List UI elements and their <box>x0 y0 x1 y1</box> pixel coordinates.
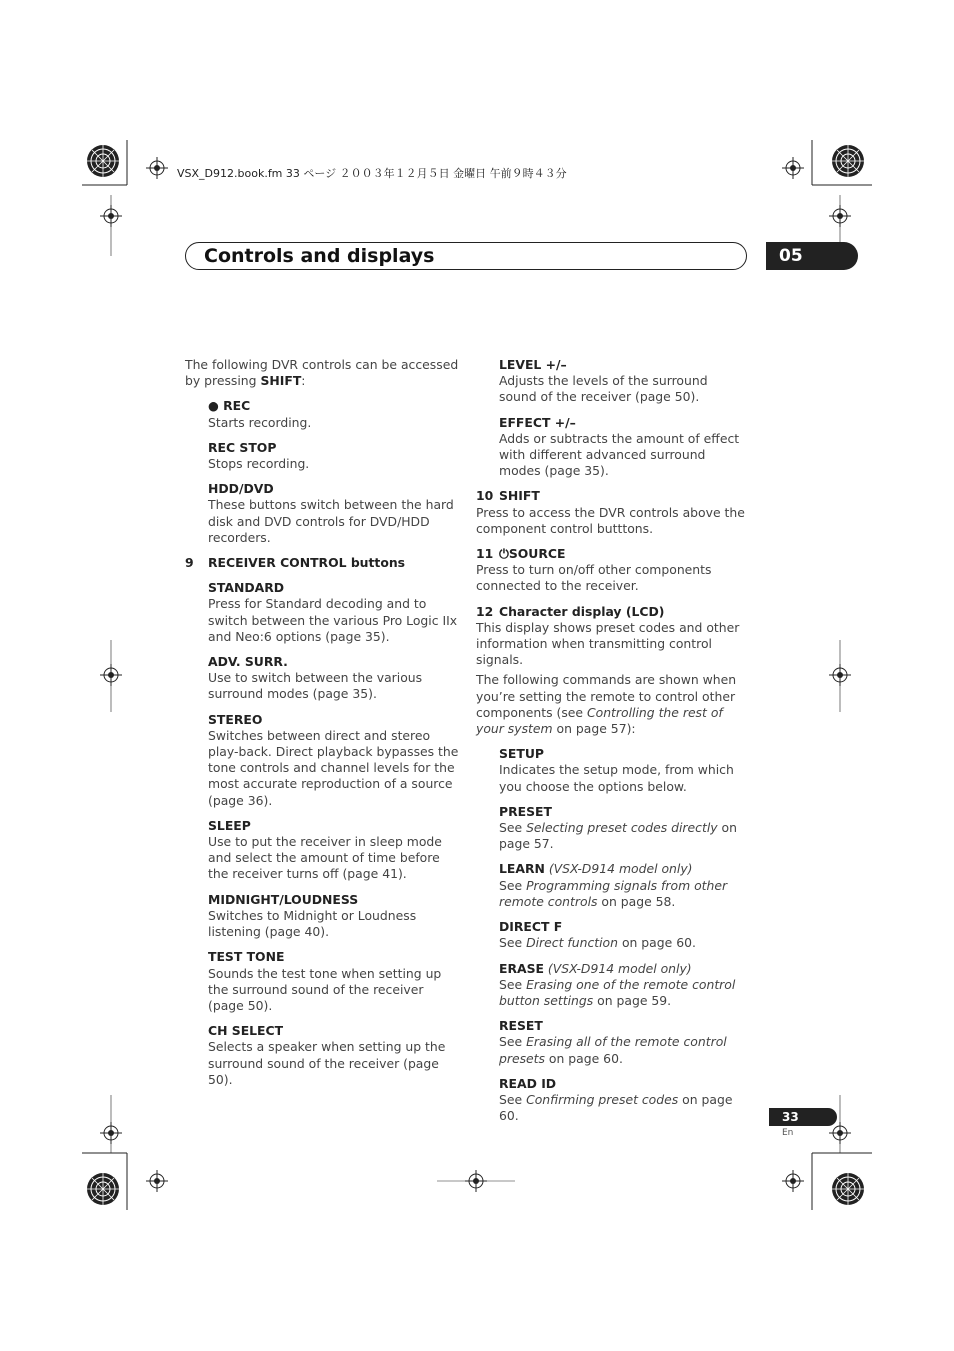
effect-entry: EFFECT +/– Adds or subtracts the amount of effect with different advanced surround modes (page 35). <box>499 414 740 479</box>
level-entry: LEVEL +/– Adjusts the levels of the surround sound of the receiver (page 50). <box>499 357 708 405</box>
standard-entry: STANDARD Press for Standard decoding and to switch between the various Pro Logic IIx and Neo:6 options (page 35). <box>208 580 458 644</box>
read-id-entry: READ ID See Confirming preset codes on page 60. <box>499 1075 733 1124</box>
file-header: VSX_D912.book.fm 33 ページ ２００３年１２月５日 金曜日 午前９時４３分 <box>177 167 567 180</box>
stereo-entry: STEREO Switches between direct and stereo play-back. Direct playback bypasses the tone controls and channel levels for the most accurate reproduction of a source (page 36). <box>208 711 459 808</box>
chapter-title: Controls and displays <box>204 245 435 267</box>
hdd-dvd-entry: HDD/DVD These buttons switch between the hard disk and DVD controls for DVD/HDD recorders. <box>208 481 454 545</box>
setup-entry: SETUP Indicates the setup mode, from which you choose the options below. <box>499 746 734 794</box>
learn-entry: LEARN (VSX-D914 model only) See Programming signals from other remote controls on page 58. <box>499 861 728 909</box>
following-paragraph: The following commands are shown when you’re setting the remote to control other components (see Controlling the rest of your system on page 57): <box>476 672 737 737</box>
left-column <box>185 357 460 1097</box>
intro-paragraph: The following DVR controls can be accessed by pressing SHIFT: <box>185 357 459 389</box>
adv-surr-entry: ADV. SURR. Use to switch between the various surround modes (page 35). <box>208 654 423 702</box>
page-number: 33 <box>769 1108 837 1126</box>
erase-entry: ERASE (VSX-D914 model only) See Erasing one of the remote control button settings on page 59. <box>499 960 736 1008</box>
midnight-loudness-entry: MIDNIGHT/LOUDNESS Switches to Midnight or Loudness listening (page 40). <box>208 891 417 940</box>
chapter-number: 05 <box>766 242 858 270</box>
record-dot-icon: ● <box>208 398 219 414</box>
rec-entry: ● REC Starts recording. <box>208 398 312 430</box>
item-11-entry: 11 ⏻SOURCE Press to turn on/off other components connected to the receiver. <box>476 546 712 594</box>
item-10-entry: 10 SHIFT Press to access the DVR controls above the component control butttons. <box>476 488 745 536</box>
language-code: En <box>782 1128 794 1138</box>
rec-stop-entry: REC STOP Stops recording. <box>208 439 310 472</box>
ch-select-entry: CH SELECT Selects a speaker when setting up the surround sound of the receiver (page 50). <box>208 1023 446 1087</box>
sleep-entry: SLEEP Use to put the receiver in sleep mode and select the amount of time before the receiver turns off (page 41). <box>208 817 442 882</box>
direct-f-entry: DIRECT F See Direct function on page 60. <box>499 919 696 951</box>
item-12-entry: 12 Character display (LCD) This display shows preset codes and other information when transmitting control signals. <box>476 603 740 668</box>
test-tone-entry: TEST TONE Sounds the test tone when setting up the surround sound of the receiver (page 50). <box>208 949 442 1013</box>
item-9-heading: 9 RECEIVER CONTROL buttons <box>185 555 406 571</box>
power-icon: ⏻ <box>499 546 509 562</box>
right-column <box>476 357 746 1133</box>
preset-entry: PRESET See Selecting preset codes directly on page 57. <box>499 803 737 852</box>
reset-entry: RESET See Erasing all of the remote control presets on page 60. <box>499 1018 727 1066</box>
